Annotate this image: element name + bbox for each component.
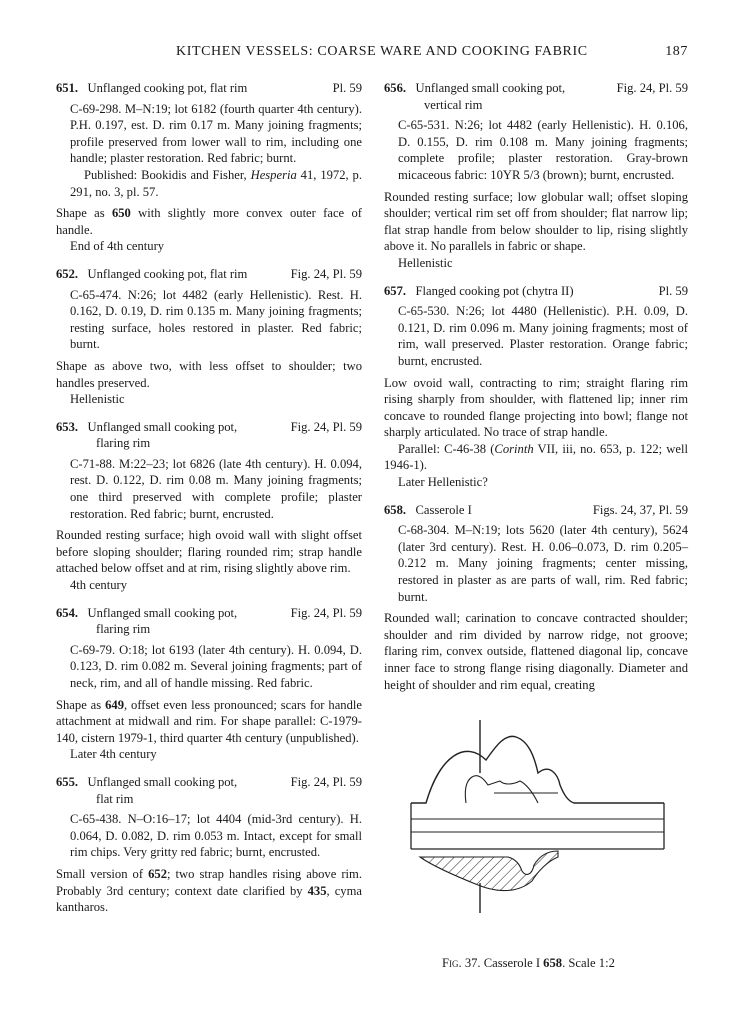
figure-scale: . Scale 1:2 bbox=[562, 956, 615, 970]
entry-plate-ref: Fig. 24, Pl. 59 bbox=[290, 419, 362, 434]
entry-heading bbox=[56, 419, 362, 452]
note-cross-ref: 435 bbox=[307, 883, 327, 898]
entry-date: End of 4th century bbox=[70, 239, 165, 254]
entry-656 bbox=[384, 80, 688, 272]
note-text: with slightly more convex outer face of handle. bbox=[56, 206, 362, 237]
entry-heading bbox=[384, 80, 688, 113]
entry-note: Shape as above two, with less offset to shoulder; two handles preserved. bbox=[56, 358, 362, 390]
entry-note: Rounded wall; carination to concave contracted shoulder; shoulder and rim divided by narrow ridge, not groove; flaring rim, convex outside, flattened diagonal lip, concave inner face to strong flange rising diagonally. Diameter and height of shoulder and rim equal, creating bbox=[384, 611, 688, 692]
entry-description: C-69-79. O:18; lot 6193 (later 4th century). H. 0.094, D. 0.123, D. rim 0.082 m. Several joining fragments; part of neck, rim, and all of handle missing. Red fabric. bbox=[70, 642, 362, 690]
entry-title-continued: flaring rim bbox=[96, 622, 151, 637]
note-cross-ref: 652 bbox=[148, 866, 167, 881]
entry-heading bbox=[384, 283, 688, 300]
entry-parallel bbox=[384, 441, 688, 474]
right-column bbox=[384, 80, 688, 704]
entry-title: Flanged cooking pot (chytra II) bbox=[415, 283, 574, 298]
entry-title-continued: flaring rim bbox=[96, 436, 151, 451]
entry-652 bbox=[56, 266, 362, 408]
entry-651 bbox=[56, 80, 362, 255]
figure-cross-ref: 658 bbox=[543, 956, 563, 970]
entry-number: 658. bbox=[384, 502, 407, 517]
entry-number: 655. bbox=[56, 774, 79, 789]
entry-date: 4th century bbox=[70, 578, 128, 593]
entry-657 bbox=[384, 283, 688, 491]
entry-note: Rounded resting surface; high ovoid wall with slight offset before sloping shoulder; flaring rounded rim; strap handle attached below offset and at rim, rising slightly above rim. bbox=[56, 528, 362, 576]
entry-title: Unflanged small cooking pot, bbox=[87, 605, 238, 620]
entry-title: Unflanged cooking pot, flat rim bbox=[87, 266, 248, 281]
entry-plate-ref: Figs. 24, 37, Pl. 59 bbox=[592, 502, 688, 517]
entry-title: Unflanged small cooking pot, bbox=[415, 81, 566, 95]
entry-655 bbox=[56, 774, 362, 916]
note-cross-ref: 650 bbox=[111, 206, 131, 221]
entry-heading bbox=[56, 605, 362, 638]
entry-654 bbox=[56, 605, 362, 763]
entry-description: C-65-438. N–O:16–17; lot 4404 (mid-3rd century). H. 0.064, D. 0.082, D. rim 0.053 m. Intact, except for small rim chips. Very gritty red fabric; burnt, encrusted. bbox=[70, 812, 362, 860]
entry-description: C-68-304. M–N:19; lots 5620 (later 4th century), 5624 (later 3rd century). Rest. H. 0.06–0.073, D. rim 0.205–0.212 m. Many joining fragments; center missing, restored in plaster as are parts of wall, rim. Red fabric; burnt. bbox=[398, 523, 688, 604]
page-number: 187 bbox=[665, 44, 688, 59]
figure-number: 37. bbox=[464, 956, 481, 970]
entry-number: 653. bbox=[56, 419, 79, 434]
entry-plate-ref: Pl. 59 bbox=[332, 81, 362, 95]
entry-description: C-65-531. N:26; lot 4482 (early Hellenistic). H. 0.106, D. 0.155, D. rim 0.108 m. Many joining fragments; complete profile; plaster restoration. Gray-brown micaceous fabric: 10YR 5/3 (brown); burnt, encrusted. bbox=[398, 118, 688, 182]
entry-date: Hellenistic bbox=[70, 392, 125, 407]
entry-number: 652. bbox=[56, 266, 79, 281]
parallel-title: Corinth bbox=[494, 441, 534, 456]
note-text: Shape as bbox=[56, 697, 106, 712]
entry-number: 651. bbox=[56, 81, 79, 95]
figure-caption-text: Casserole I bbox=[480, 956, 544, 970]
running-head-title: KITCHEN VESSELS: COARSE WARE AND COOKING FABRIC bbox=[176, 44, 588, 59]
entry-heading bbox=[56, 774, 362, 807]
entry-date: Later 4th century bbox=[70, 747, 157, 762]
entry-plate-ref: Fig. 24, Pl. 59 bbox=[290, 266, 362, 281]
left-column bbox=[56, 80, 362, 927]
entry-heading bbox=[56, 266, 362, 283]
note-cross-ref: 649 bbox=[105, 697, 124, 712]
entry-title: Casserole I bbox=[415, 502, 472, 517]
hatched-wall-section bbox=[420, 851, 558, 891]
entry-title-continued: vertical rim bbox=[424, 97, 483, 112]
entry-note bbox=[56, 866, 362, 916]
entry-plate-ref: Pl. 59 bbox=[658, 283, 688, 298]
entry-title: Unflanged small cooking pot, bbox=[87, 774, 238, 789]
entry-publication bbox=[56, 167, 362, 200]
note-text: , cyma kantharos. bbox=[56, 883, 362, 915]
entry-note: Rounded resting surface; low globular wall; offset sloping shoulder; vertical rim set off from shoulder; flat narrow lip; flat strap handle from below shoulder to lip, rising slightly above it. No parallels in fabric or shape. bbox=[384, 189, 688, 254]
note-text: Small version of bbox=[56, 866, 149, 881]
entry-plate-ref: Fig. 24, Pl. 59 bbox=[616, 81, 688, 95]
note-text: ; two strap handles rising above rim. Probably 3rd century; context date clarified by bbox=[56, 866, 362, 898]
publication-prefix: Published: Bookidis and Fisher, bbox=[84, 167, 251, 182]
entry-description: C-71-88. M:22–23; lot 6826 (late 4th century). H. 0.094, rest. D. 0.122, D. rim 0.08 m. Many joining fragments; one third preserved with complete profile; plaster restoration. Red fabric; burnt, encrusted. bbox=[70, 456, 362, 521]
entry-title: Unflanged small cooking pot, bbox=[87, 419, 238, 434]
entry-plate-ref: Fig. 24, Pl. 59 bbox=[290, 605, 362, 620]
entry-number: 654. bbox=[56, 605, 79, 620]
entry-number: 657. bbox=[384, 283, 407, 298]
inner-profile-line bbox=[465, 776, 538, 803]
entry-plate-ref: Fig. 24, Pl. 59 bbox=[290, 774, 362, 789]
entry-note bbox=[56, 697, 362, 747]
entry-note bbox=[56, 205, 362, 238]
entry-658 bbox=[384, 502, 688, 694]
entry-date: Hellenistic bbox=[398, 255, 453, 270]
entry-number: 656. bbox=[384, 81, 407, 95]
entry-heading bbox=[56, 80, 362, 97]
entry-description: C-65-474. N:26; lot 4482 (early Hellenistic). Rest. H. 0.162, D. 0.19, D. rim 0.135 m. Many joining fragments; resting surface, holes restored in plaster. Red fabric; burnt. bbox=[70, 287, 362, 352]
figure-caption bbox=[442, 956, 615, 971]
parallel-prefix: Parallel: C-46-38 ( bbox=[398, 441, 495, 456]
entry-title: Unflanged cooking pot, flat rim bbox=[87, 81, 248, 95]
casserole-profile-drawing bbox=[408, 715, 666, 915]
note-text: Shape as bbox=[56, 206, 112, 221]
entry-note: Low ovoid wall, contracting to rim; straight flaring rim rising sharply from shoulder, with flattened lip; inner rim concave to rounded flange projecting into bowl; flange not sharply articulated. No trace of strap handle. bbox=[384, 375, 688, 440]
publication-suffix: 41, 1972, p. 291, no. 3, pl. 57. bbox=[70, 167, 362, 199]
entry-heading bbox=[384, 502, 688, 519]
entry-description: C-69-298. M–N:19; lot 6182 (fourth quarter 4th century). P.H. 0.197, est. D. rim 0.17 m. Many joining fragments; profile preserved from lower wall to rim, including one handle; plaster restoration. Red fabric; burnt. bbox=[70, 101, 362, 166]
entry-653 bbox=[56, 419, 362, 594]
entry-title-continued: flat rim bbox=[96, 791, 134, 806]
running-head bbox=[56, 44, 688, 66]
figure-label: Fig. bbox=[442, 956, 462, 970]
entry-date: Later Hellenistic? bbox=[398, 475, 488, 490]
publication-journal: Hesperia bbox=[250, 167, 297, 182]
entry-description: C-65-530. N:26; lot 4480 (Hellenistic). P.H. 0.09, D. 0.121, D. rim 0.096 m. Many joining fragments; most of rim, wall preserved. Plaster restoration. Orange fabric; burnt, encrusted. bbox=[398, 304, 688, 368]
parallel-suffix: VII, iii, no. 653, p. 122; well 1946-1). bbox=[384, 441, 688, 473]
note-text: , offset even less pronounced; scars for handle attachment at midwall and rim. For shape parallel: C-1979-140, cistern 1979-1, third quarter 4th century (unpublished). bbox=[56, 697, 362, 745]
